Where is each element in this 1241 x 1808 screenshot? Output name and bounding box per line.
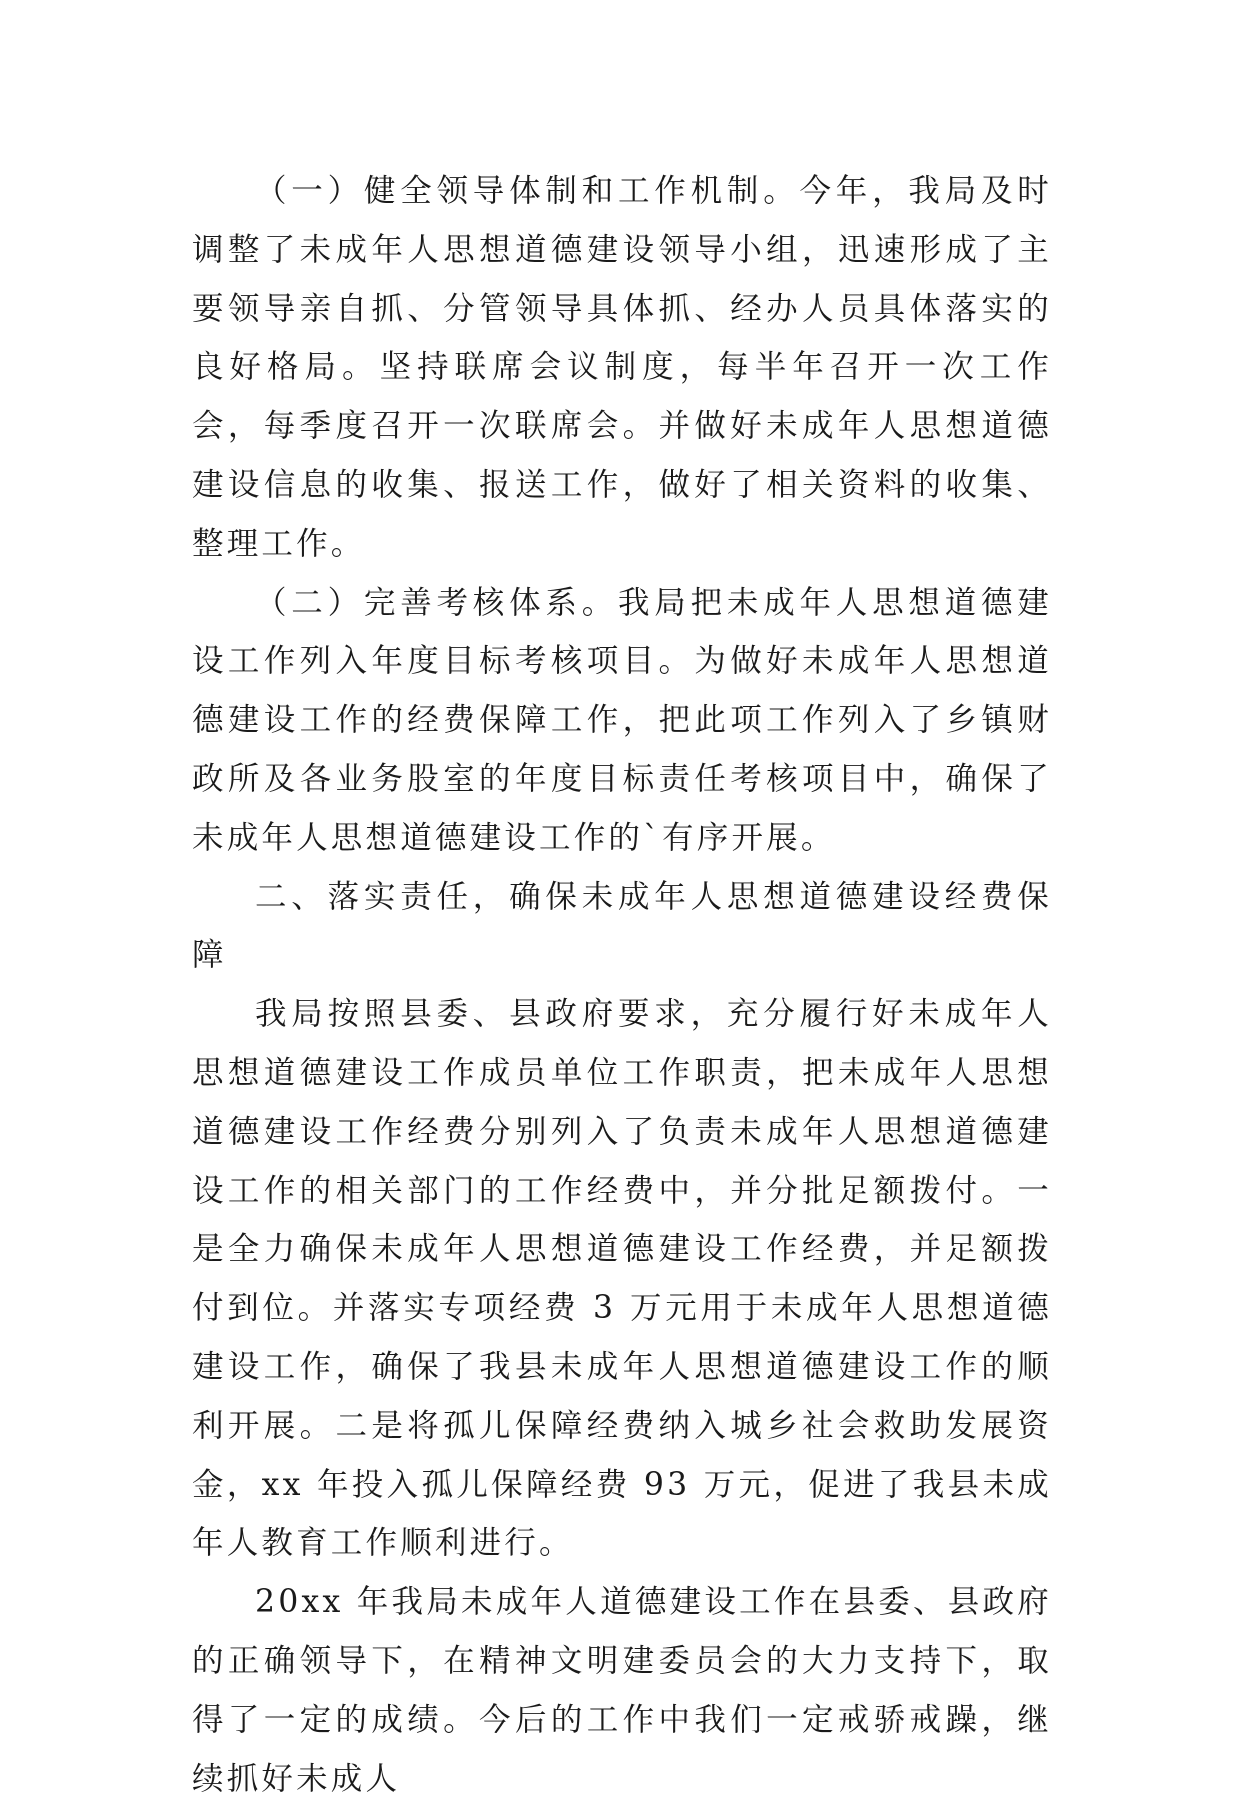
paragraph-funding-details: 我局按照县委、县政府要求，充分履行好未成年人思想道德建设工作成员单位工作职责，把未成年人思想道德建设工作经费分别列入了负责未成年人思想道德建设工作的相关部门的工作经费中，并分批足额拨付。一是全力确保未成年人思想道德建设工作经费，并足额拨付到位。并落实专项经费 3 万元用于未成年人思想道德建设工作，确保了我县未成年人思想道德建设工作的顺利开展。二是将孤儿保障经费纳入城乡社会救助发展资金，xx 年投入孤儿保障经费 93 万元，促进了我县未成年人教育工作顺利进行。 [192, 996, 1052, 1562]
paragraph-leadership-mechanism: （一）健全领导体制和工作机制。今年，我局及时调整了未成年人思想道德建设领导小组，迅速形成了主要领导亲自抓、分管领导具体抓、经办人员具体落实的良好格局。坚持联席会议制度，每半年召开一次工作会，每季度召开一次联席会。并做好未成年人思想道德建设信息的收集、报送工作，做好了相关资料的收集、整理工作。 [192, 173, 1052, 562]
section-heading-funding: 二、落实责任，确保未成年人思想道德建设经费保障 [192, 878, 1052, 974]
document-body [192, 162, 1052, 1808]
paragraph-conclusion: 20xx 年我局未成年人道德建设工作在县委、县政府的正确领导下，在精神文明建委员会的大力支持下，取得了一定的成绩。今后的工作中我们一定戒骄戒躁，继续抓好未成人 [192, 1584, 1052, 1797]
paragraph-assessment-system: （二）完善考核体系。我局把未成年人思想道德建设工作列入年度目标考核项目。为做好未成年人思想道德建设工作的经费保障工作，把此项工作列入了乡镇财政所及各业务股室的年度目标责任考核项目中，确保了未成年人思想道德建设工作的`有序开展。 [192, 584, 1052, 856]
